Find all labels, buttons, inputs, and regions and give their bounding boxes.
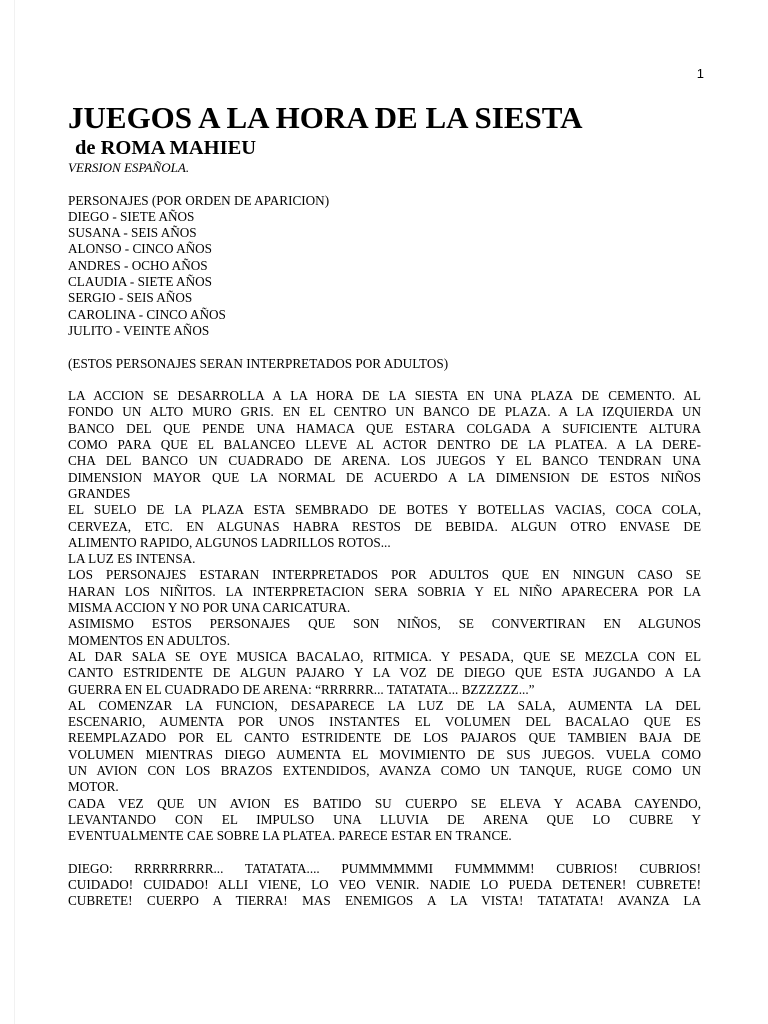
body-line-text: LOS PERSONAJES ESTARAN INTERPRETADOS POR ADULTOS QUE EN NINGUN CASO SE bbox=[68, 567, 701, 583]
body-line-text: UN AVION CON LOS BRAZOS EXTENDIDOS, AVANZA COMO UN TANQUE, RUGE COMO UN bbox=[68, 762, 701, 778]
body-line-text: CERVEZA, ETC. EN ALGUNAS HABRA RESTOS DE BEBIDA. ALGUN OTRO ENVASE DE bbox=[68, 518, 701, 534]
body-line bbox=[68, 584, 701, 600]
body-line-text: LEVANTANDO CON EL IMPULSO UNA LLUVIA DE ARENA QUE LO CUBRE Y bbox=[68, 811, 701, 827]
dialogue-line-text: CUBRETE! CUERPO A TIERRA! MAS ENEMIGOS A LA VISTA! TATATATA! AVANZA LA bbox=[68, 893, 701, 909]
stage-directions bbox=[68, 388, 701, 844]
body-line bbox=[68, 437, 701, 453]
spacer bbox=[68, 372, 701, 388]
body-line bbox=[68, 763, 701, 779]
spacer bbox=[68, 339, 701, 355]
cast-item: ALONSO - CINCO AÑOS bbox=[68, 241, 212, 257]
body-line: EVENTUALMENTE CAE SOBRE LA PLATEA. PARECE ESTAR EN TRANCE. bbox=[68, 828, 512, 844]
body-line bbox=[68, 567, 701, 583]
body-line-text: ASIMISMO ESTOS PERSONAJES QUE SON NIÑOS, SE CONVERTIRAN EN ALGUNOS bbox=[68, 616, 701, 632]
body-line bbox=[68, 502, 701, 518]
body-line: GRANDES bbox=[68, 485, 131, 501]
body-line bbox=[68, 453, 701, 469]
body-line bbox=[68, 388, 701, 404]
play-title: JUEGOS A LA HORA DE LA SIESTA bbox=[68, 100, 583, 135]
body-line-text: AL DAR SALA SE OYE MUSICA BACALAO, RITMICA. Y PESADA, QUE SE MEZCLA CON EL bbox=[68, 648, 701, 664]
body-line-text: LA ACCION SE DESARROLLA A LA HORA DE LA SIESTA EN UNA PLAZA DE CEMENTO. AL bbox=[68, 388, 701, 404]
body-line-text: COMO PARA QUE EL BALANCEO LLEVE AL ACTOR DENTRO DE LA PLATEA. A LA DERE- bbox=[68, 437, 701, 453]
body-line-text: VOLUMEN MIENTRAS DIEGO AUMENTA EL MOVIMIENTO DE SUS JUEGOS. VUELA COMO bbox=[68, 746, 701, 762]
dialogue-line bbox=[68, 893, 701, 909]
spacer bbox=[68, 844, 701, 860]
version-note: VERSION ESPAÑOLA. bbox=[68, 160, 190, 175]
spacer bbox=[68, 176, 701, 192]
body-line bbox=[68, 730, 701, 746]
body-line: MOMENTOS EN ADULTOS. bbox=[68, 632, 231, 648]
body-line bbox=[68, 812, 701, 828]
body-line bbox=[68, 421, 701, 437]
page-number: 1 bbox=[696, 66, 704, 81]
body-line bbox=[68, 616, 701, 632]
body-line bbox=[68, 404, 701, 420]
body-line-text: FONDO UN ALTO MURO GRIS. EN EL CENTRO UN BANCO DE PLAZA. A LA IZQUIERDA UN bbox=[68, 404, 701, 420]
body-line: MISMA ACCION Y NO POR UNA CARICATURA. bbox=[68, 600, 351, 616]
cast-item: CAROLINA - CINCO AÑOS bbox=[68, 306, 226, 322]
dialogue-line bbox=[68, 861, 701, 877]
body-line bbox=[68, 796, 701, 812]
cast-heading: PERSONAJES (POR ORDEN DE APARICION) bbox=[68, 192, 330, 208]
cast-item: SUSANA - SEIS AÑOS bbox=[68, 225, 197, 241]
body-line-text: CANTO ESTRIDENTE DE ALGUN PAJARO Y LA VOZ DE DIEGO QUE ESTA JUGANDO A LA bbox=[68, 665, 701, 681]
page-edge-line bbox=[14, 0, 15, 1024]
body-line: MOTOR. bbox=[68, 779, 119, 795]
body-line: ALIMENTO RAPIDO, ALGUNOS LADRILLOS ROTOS... bbox=[68, 534, 391, 550]
body-line-text: REEMPLAZADO POR EL CANTO ESTRIDENTE DE LOS PAJAROS QUE TAMBIEN BAJA DE bbox=[68, 730, 701, 746]
body-line bbox=[68, 714, 701, 730]
cast-item: ANDRES - OCHO AÑOS bbox=[68, 257, 208, 273]
body-line-text: CHA DEL BANCO UN CUADRADO DE ARENA. LOS JUEGOS Y EL BANCO TENDRAN UNA bbox=[68, 453, 701, 469]
dialogue bbox=[68, 861, 701, 910]
body-line bbox=[68, 698, 701, 714]
body-line: LA LUZ ES INTENSA. bbox=[68, 551, 196, 567]
casting-note: (ESTOS PERSONAJES SERAN INTERPRETADOS POR ADULTOS) bbox=[68, 355, 449, 371]
dialogue-line bbox=[68, 877, 701, 893]
body-line: GUERRA EN EL CUADRADO DE ARENA: “RRRRRR... TATATATA... BZZZZZZ...” bbox=[68, 681, 535, 697]
body-line-text: HARAN LOS NIÑITOS. LA INTERPRETACION SERA SOBRIA Y EL NIÑO APARECERA POR LA bbox=[68, 583, 701, 599]
body-line bbox=[68, 519, 701, 535]
dialogue-line-text: CUIDADO! CUIDADO! ALLI VIENE, LO VEO VENIR. NADIE LO PUEDA DETENER! CUBRETE! bbox=[68, 877, 701, 893]
document-content bbox=[68, 100, 701, 910]
body-line bbox=[68, 470, 701, 486]
cast-item: JULITO - VEINTE AÑOS bbox=[68, 322, 210, 338]
body-line-text: BANCO DEL QUE PENDE UNA HAMACA QUE ESTARA COLGADA A SUFICIENTE ALTURA bbox=[68, 420, 701, 436]
body-line bbox=[68, 665, 701, 681]
cast-item: DIEGO - SIETE AÑOS bbox=[68, 208, 195, 224]
body-line-text: DIMENSION MAYOR QUE LA NORMAL DE ACUERDO A LA DIMENSION DE ESTOS NIÑOS bbox=[68, 469, 701, 485]
body-line bbox=[68, 747, 701, 763]
body-line-text: EL SUELO DE LA PLAZA ESTA SEMBRADO DE BOTES Y BOTELLAS VACIAS, COCA COLA, bbox=[68, 502, 701, 518]
body-line bbox=[68, 649, 701, 665]
play-author: de ROMA MAHIEU bbox=[75, 137, 257, 159]
cast-item: CLAUDIA - SIETE AÑOS bbox=[68, 274, 212, 290]
body-line-text: ESCENARIO, AUMENTA POR UNOS INSTANTES EL VOLUMEN DEL BACALAO QUE ES bbox=[68, 714, 701, 730]
body-line-text: CADA VEZ QUE UN AVION ES BATIDO SU CUERPO SE ELEVA Y ACABA CAYENDO, bbox=[68, 795, 701, 811]
dialogue-line-text: DIEGO: RRRRRRRRR... TATATATA.... PUMMMMMMI FUMMMMM! CUBRIOS! CUBRIOS! bbox=[68, 860, 701, 876]
cast-item: SERGIO - SEIS AÑOS bbox=[68, 290, 193, 306]
body-line-text: AL COMENZAR LA FUNCION, DESAPARECE LA LUZ DE LA SALA, AUMENTA LA DEL bbox=[68, 697, 701, 713]
